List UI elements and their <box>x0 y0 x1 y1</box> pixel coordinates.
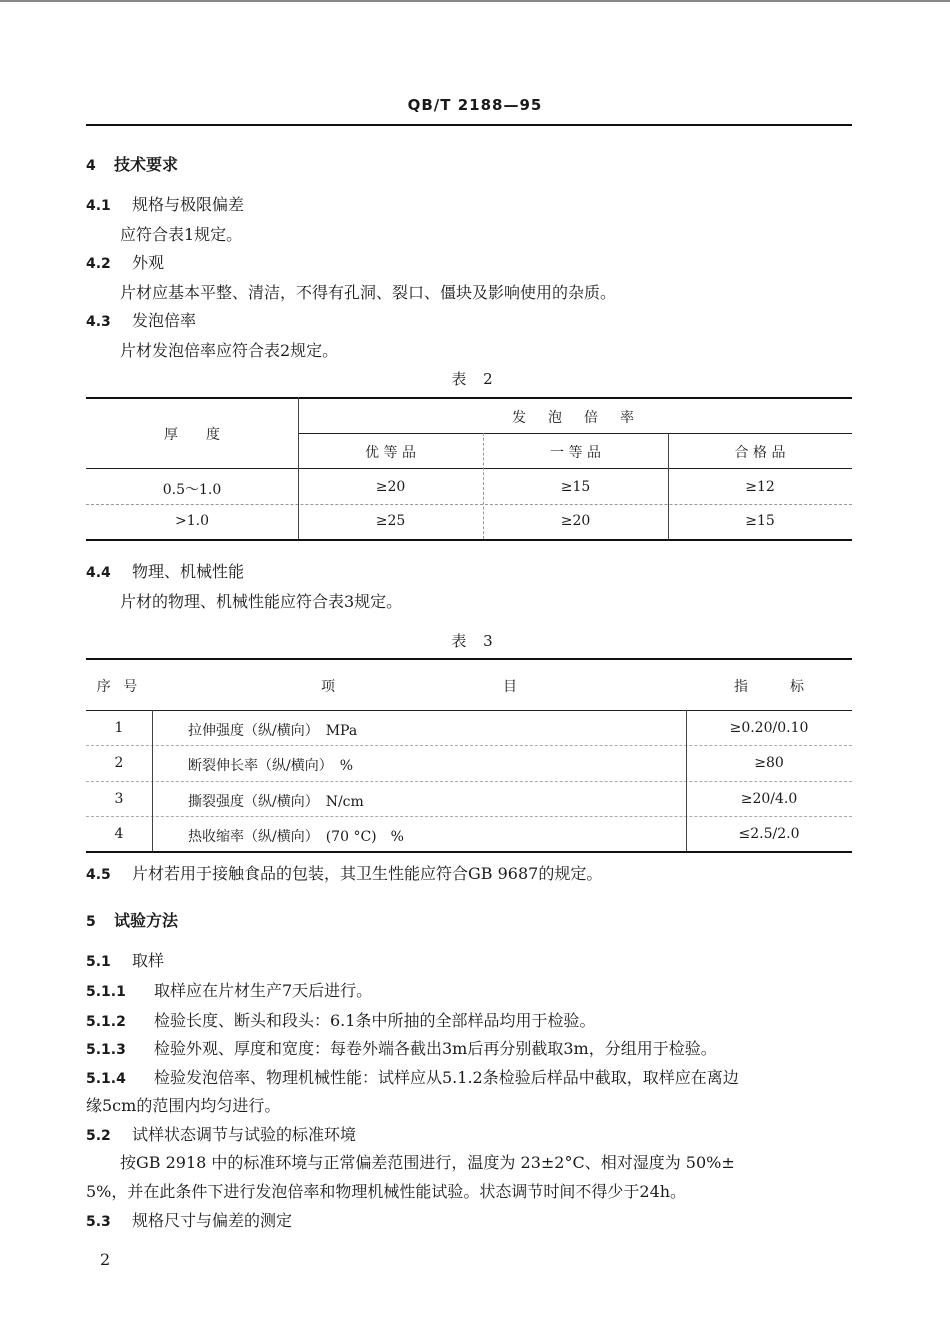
section-4-5 <box>86 864 602 885</box>
section-title: 技术要求 <box>114 155 179 174</box>
table-rule <box>86 851 852 853</box>
section-4-3-heading <box>86 311 196 332</box>
section-text: 片材若用于接触食品的包装，其卫生性能应符合GB 9687的规定。 <box>132 864 603 883</box>
section-text: 取样应在片材生产7天后进行。 <box>154 981 373 1000</box>
section-5-3-heading <box>86 1211 292 1232</box>
section-number: 5 <box>86 914 96 930</box>
section-title: 规格尺寸与偏差的测定 <box>132 1211 293 1230</box>
section-4-4-heading <box>86 562 244 583</box>
table-cell: >1.0 <box>175 513 209 529</box>
section-number: 4.5 <box>86 867 111 883</box>
section-4-heading <box>86 155 178 176</box>
table-3-header-index: 指 标 <box>734 679 804 695</box>
section-title: 物理、机械性能 <box>132 562 245 581</box>
table-cell: ≥20 <box>375 479 406 495</box>
table-2-header-grade: 一 等 品 <box>550 445 601 461</box>
section-title: 取样 <box>132 951 165 970</box>
section-text: 检验外观、厚度和宽度：每卷外端各截出3m后再分别截取3m，分组用于检验。 <box>154 1039 717 1058</box>
section-number: 5.1.1 <box>86 984 126 1000</box>
section-number: 4.1 <box>86 198 111 214</box>
section-number: 4.3 <box>86 314 111 330</box>
section-5-1-heading <box>86 951 164 972</box>
header-rule <box>86 124 852 126</box>
section-4-2-heading <box>86 253 164 274</box>
table-rule <box>86 397 852 399</box>
section-number: 4.2 <box>86 256 111 272</box>
table-cell: ≥0.20/0.10 <box>729 720 809 736</box>
table-rule <box>86 816 852 817</box>
standard-code-header: QB/T 2188—95 <box>407 96 543 114</box>
section-5-2-paragraph-continued: 5%，并在此条件下进行发泡倍率和物理机械性能试验。状态调节时间不得少于24h。 <box>86 1182 687 1201</box>
section-number: 5.1.4 <box>86 1071 126 1087</box>
section-5-2-heading <box>86 1125 356 1146</box>
section-text: 检验长度、断头和段头：6.1条中所抽的全部样品均用于检验。 <box>154 1011 596 1030</box>
table-rule <box>86 781 852 782</box>
section-5-1-2 <box>86 1011 595 1032</box>
section-title: 外观 <box>132 253 165 272</box>
section-4-2-text: 片材应基本平整、清洁，不得有孔洞、裂口、僵块及影响使用的杂质。 <box>120 283 617 302</box>
table-cell: ≥15 <box>745 513 775 529</box>
section-title: 试样状态调节与试验的标准环境 <box>132 1125 357 1144</box>
section-title: 规格与极限偏差 <box>132 195 245 214</box>
table-cell: 1 <box>114 720 124 736</box>
table-cell: ≥20/4.0 <box>740 791 798 807</box>
section-number: 4.4 <box>86 565 111 581</box>
table-cell: 热收缩率（纵/横向） (70 °C) % <box>188 829 404 845</box>
section-4-4-text: 片材的物理、机械性能应符合表3规定。 <box>120 592 403 611</box>
section-title: 试验方法 <box>114 911 179 930</box>
section-5-1-4-continued: 缘5cm的范围内均匀进行。 <box>86 1096 281 1115</box>
table-2-header-grade: 优 等 品 <box>365 445 416 461</box>
table-rule <box>86 468 852 469</box>
section-5-1-1 <box>86 981 372 1002</box>
table-cell: ≥80 <box>754 755 784 771</box>
section-number: 5.1 <box>86 954 111 970</box>
section-number: 5.3 <box>86 1214 111 1230</box>
section-number: 4 <box>86 158 96 174</box>
section-5-2-paragraph: 按GB 2918 中的标准环境与正常偏差范围进行，温度为 23±2°C、相对湿度为 50%± <box>120 1153 735 1172</box>
section-5-1-4 <box>86 1068 739 1089</box>
table-column-divider <box>152 710 153 851</box>
section-4-3-text: 片材发泡倍率应符合表2规定。 <box>120 341 339 360</box>
section-text: 检验发泡倍率、物理机械性能：试样应从5.1.2条检验后样品中截取，取样应在离边 <box>154 1068 739 1087</box>
section-5-heading <box>86 911 178 932</box>
table-rule <box>86 710 852 711</box>
section-4-1-text: 应符合表1规定。 <box>120 225 243 244</box>
table-rule <box>86 504 852 505</box>
section-number: 5.2 <box>86 1128 111 1144</box>
section-5-1-3 <box>86 1039 717 1060</box>
table-cell: 4 <box>114 826 124 842</box>
section-4-1-heading <box>86 195 244 216</box>
table-cell: 2 <box>114 755 124 771</box>
table-2-caption: 表 2 <box>451 370 499 388</box>
table-cell: ≥25 <box>375 513 406 529</box>
section-number: 5.1.3 <box>86 1042 126 1058</box>
table-cell: 撕裂强度（纵/横向） N/cm <box>188 794 364 810</box>
table-cell: ≥15 <box>560 479 591 495</box>
table-rule <box>298 433 852 434</box>
table-3-caption: 表 3 <box>451 632 499 650</box>
table-2-header-group: 发 泡 倍 率 <box>512 410 638 426</box>
table-cell: 拉伸强度（纵/横向） MPa <box>188 723 358 739</box>
table-cell: ≥20 <box>560 513 591 529</box>
table-2-header-thickness: 厚 度 <box>164 427 220 443</box>
table-3-header-item: 项 目 <box>321 679 517 695</box>
table-2-header-grade: 合 格 品 <box>734 445 786 461</box>
page-number: 2 <box>100 1250 111 1269</box>
table-cell: 3 <box>114 791 124 807</box>
table-cell: ≤2.5/2.0 <box>738 826 800 842</box>
table-rule <box>86 745 852 746</box>
section-title: 发泡倍率 <box>132 311 197 330</box>
section-number: 5.1.2 <box>86 1014 126 1030</box>
table-rule <box>86 658 852 660</box>
table-cell: ≥12 <box>745 479 775 495</box>
table-rule <box>86 539 852 541</box>
top-edge-rule <box>0 0 950 2</box>
table-3-header-no: 序 号 <box>96 679 142 695</box>
table-cell: 断裂伸长率（纵/横向） % <box>188 758 354 774</box>
table-cell: 0.5～1.0 <box>162 482 222 498</box>
